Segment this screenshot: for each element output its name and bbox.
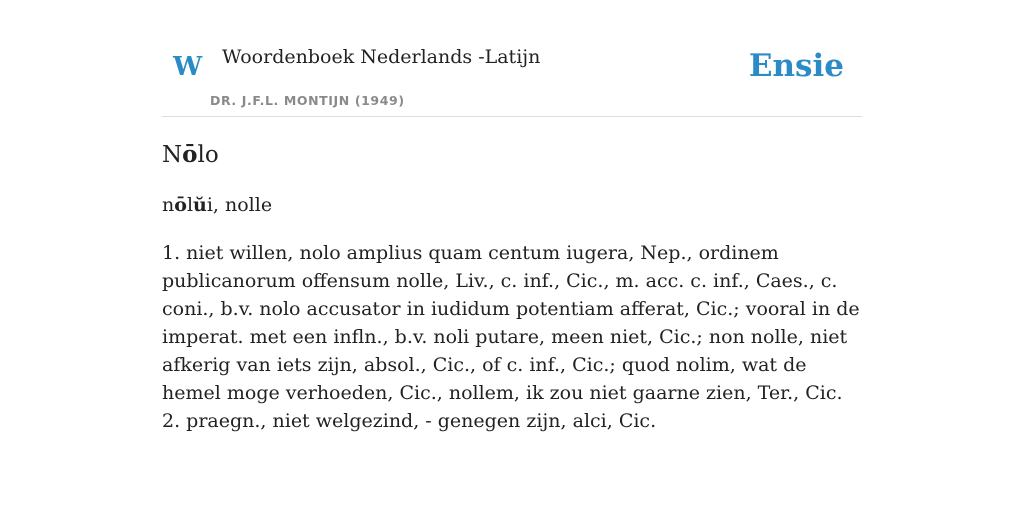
dictionary-author: DR. J.F.L. MONTIJN (1949) [210,93,405,108]
forms-part: l [186,194,194,216]
dictionary-logo-icon[interactable]: W [173,52,203,82]
headword-part: N [162,142,183,168]
forms-part: i, nolle [206,194,273,216]
dictionary-header [162,0,862,117]
forms-part: ŭ [193,194,207,216]
definition-sense-2: 2. praegn., niet welgezind, - genegen zijn, alci, Cic. [162,410,657,432]
dictionary-title[interactable]: Woordenboek Nederlands -Latijn [222,46,541,68]
definition-sense-1: 1. niet willen, nolo amplius quam centum iugera, Nep., ordinem publicanorum offensum nolle, Liv., c. inf., Cic., m. acc. c. inf., Caes., c. coni., b.v. nolo accusator in iudidum potentiam afferat, Cic.; vooral in de imperat. met een infln., b.v. noli putare, meen niet, Cic.; non nolle, niet afkerig van iets zijn, absol., Cic., of c. inf., Cic.; quod nolim, wat de hemel moge verhoeden, Cic., nollem, ik zou niet gaarne zien, Ter., Cic. [162,242,860,404]
entry-definition [162,239,862,435]
entry-headword [162,141,219,170]
forms-part: n [162,194,175,216]
entry-forms [162,194,272,217]
headword-part: ō [182,141,198,168]
forms-part: ō [174,194,187,216]
headword-part: lo [197,142,219,168]
ensie-brand-link[interactable]: Ensie [748,48,844,84]
